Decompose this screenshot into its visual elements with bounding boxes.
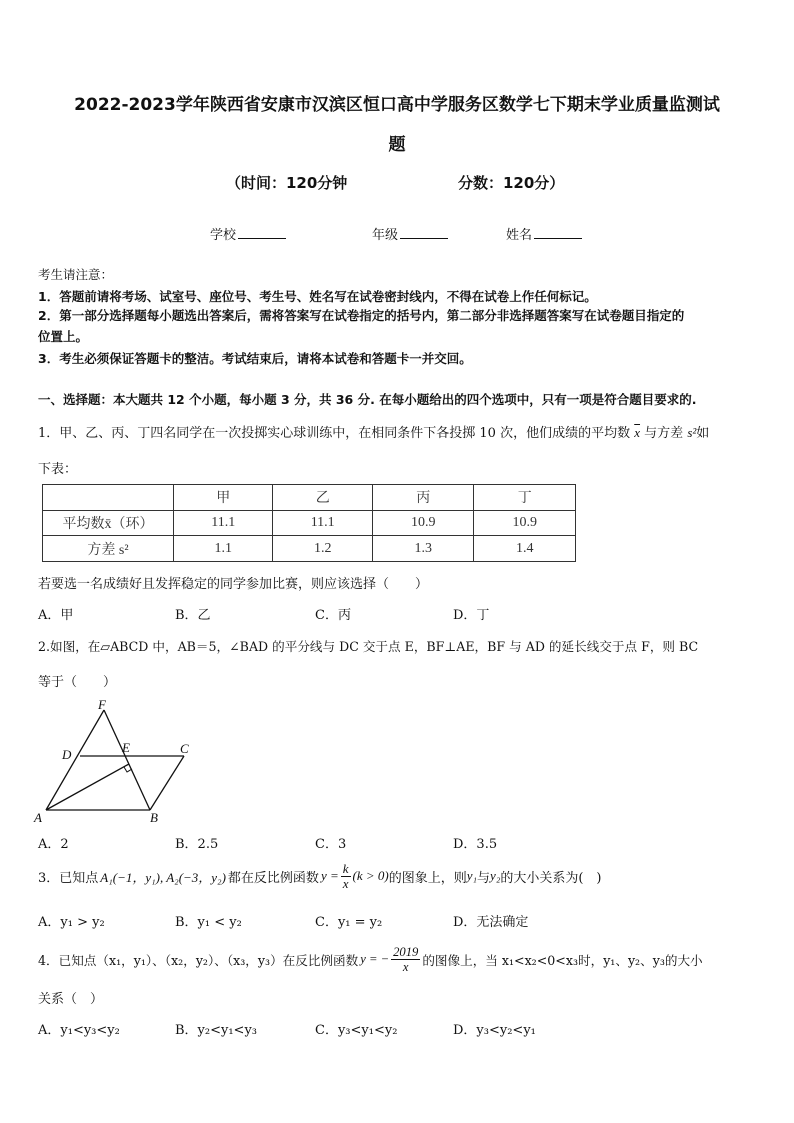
q1-question: 若要选一名成绩好且发挥稳定的同学参加比赛，则应该选择（ ） xyxy=(38,577,429,592)
q3-option-b[interactable]: B．y₁ < y₂ xyxy=(175,915,242,930)
q1-stem-line1 xyxy=(38,422,709,441)
q3-fraction xyxy=(341,862,351,891)
q3-points: A₁(−1，y₁), A₂(−3，y₂) xyxy=(100,869,226,885)
q3-option-a[interactable]: A．y₁ > y₂ xyxy=(38,915,105,930)
q4-stem-a: 4．已知点（x₁，y₁）、（x₂，y₂）、（x₃，y₃）在反比例函数 xyxy=(38,952,359,968)
q1-option-b[interactable]: B．乙 xyxy=(175,608,211,623)
table-row-label-mean: 平均数x̄（环） xyxy=(43,510,174,536)
q3-stem-c: 的图象上，则 xyxy=(388,870,467,886)
q4-option-b[interactable]: B．y₂<y₁<y₃ xyxy=(175,1023,258,1038)
exam-score: 分数：120分） xyxy=(458,174,565,192)
q4-option-d[interactable]: D．y₃<y₂<y₁ xyxy=(453,1023,536,1038)
q1-option-d[interactable]: D．丁 xyxy=(453,608,490,623)
label-c: C xyxy=(180,741,189,756)
table-cell: 1.4 xyxy=(474,536,576,562)
q3-y1: y₁ xyxy=(466,868,478,883)
q4-option-c[interactable]: C．y₃<y₁<y₂ xyxy=(315,1023,398,1038)
segment-af xyxy=(46,710,104,810)
q3-stem xyxy=(38,858,602,894)
section-1-heading: 一、选择题：本大题共 12 个小题，每小题 3 分，共 36 分. 在每小题给出的四个选项中，只有一项是符合题目要求的. xyxy=(38,392,697,407)
table-cell: 11.1 xyxy=(273,510,372,536)
label-b: B xyxy=(150,810,158,824)
q4-stem-line1 xyxy=(38,941,703,977)
table-cell: 1.1 xyxy=(174,536,273,562)
table-row xyxy=(43,536,576,562)
name-blank[interactable] xyxy=(534,226,582,239)
grade-field[interactable] xyxy=(372,224,448,243)
school-blank[interactable] xyxy=(238,226,286,239)
q1-s2: s² xyxy=(687,425,697,440)
table-header-bing: 丙 xyxy=(372,485,474,511)
q4-frac-den: x xyxy=(402,959,409,974)
table-cell xyxy=(43,485,174,511)
table-cell: 10.9 xyxy=(474,510,576,536)
notice-heading: 考生请注意： xyxy=(38,267,114,282)
notice-item-1: 1．答题前请将考场、试室号、座位号、考生号、姓名写在试卷密封线内，不得在试卷上作任何标记。 xyxy=(38,289,597,304)
q3-y2: y₂ xyxy=(490,868,501,883)
q3-option-c[interactable]: C．y₁ = y₂ xyxy=(315,915,383,930)
q2-option-c[interactable]: C．3 xyxy=(315,837,347,852)
q1-stem-b: 与方差 xyxy=(644,426,684,441)
q4-fraction xyxy=(391,945,420,974)
q4-option-a[interactable]: A．y₁<y₃<y₂ xyxy=(38,1023,120,1038)
name-field[interactable] xyxy=(506,224,582,243)
notice-item-3: 3．考生必须保证答题卡的整洁。考试结束后，请将本试卷和答题卡一并交回。 xyxy=(38,351,472,366)
q2-stem-line1: 2.如图，在▱ABCD 中，AB＝5，∠BAD 的平分线与 DC 交于点 E，BF⊥AE，BF 与 AD 的延长线交于点 F，则 BC xyxy=(38,639,699,654)
table-header-yi: 乙 xyxy=(273,485,372,511)
q4-stem-line2: 关系（ ） xyxy=(38,992,104,1007)
exam-time: （时间：120分钟 xyxy=(226,174,348,192)
q4-func-lhs: y = − xyxy=(360,951,390,966)
table-cell: 1.3 xyxy=(372,536,474,562)
table-cell: 10.9 xyxy=(372,510,474,536)
label-f: F xyxy=(98,698,106,712)
school-label: 学校 xyxy=(210,228,237,243)
exam-title-line2: 题 xyxy=(388,135,406,155)
q2-options xyxy=(38,833,598,851)
segment-bc xyxy=(150,756,184,810)
q4-frac-num: 2019 xyxy=(393,944,419,959)
q3-frac-den: x xyxy=(342,875,349,891)
q2-option-a[interactable]: A．2 xyxy=(38,837,69,852)
q1-stem-a: 1．甲、乙、丙、丁四名同学在一次投掷实心球训练中，在相同条件下各投掷 10 次，他们成绩的平均数 xyxy=(38,426,631,441)
q3-options xyxy=(38,911,598,929)
q3-func-lhs: y = xyxy=(320,868,339,883)
label-e: E xyxy=(122,740,130,755)
name-label: 姓名 xyxy=(506,228,533,243)
q3-mid: 与 xyxy=(477,870,491,886)
q2-stem-line2: 等于（ ） xyxy=(38,675,117,690)
q3-frac-num: k xyxy=(342,860,349,876)
table-row xyxy=(43,510,576,536)
q3-stem-b: 都在反比例函数 xyxy=(227,870,319,886)
segment-ae xyxy=(46,764,129,810)
q3-stem-a: 3．已知点 xyxy=(38,870,99,886)
table-cell: 11.1 xyxy=(174,510,273,536)
table-row-label-variance: 方差 s² xyxy=(43,536,174,562)
table-header-jia: 甲 xyxy=(174,485,273,511)
notice-item-2b: 位置上。 xyxy=(38,329,89,344)
notice-item-2a: 2．第一部分选择题每小题选出答案后，需将答案写在试卷指定的括号内，第二部分非选择题答案写在试卷题目指定的 xyxy=(38,308,685,323)
q1-stats-table xyxy=(42,484,576,562)
q3-condition: (k > 0) xyxy=(352,868,389,883)
exam-title-line1: 2022-2023学年陕西省安康市汉滨区恒口高中学服务区数学七下期末学业质量监测试 xyxy=(74,95,720,115)
school-field[interactable] xyxy=(210,224,286,243)
q4-stem-b: 的图像上，当 x₁<x₂<0<x₃时，y₁、y₂、y₃的大小 xyxy=(422,952,703,968)
q4-options xyxy=(38,1019,598,1037)
table-cell: 1.2 xyxy=(273,536,372,562)
q3-option-d[interactable]: D．无法确定 xyxy=(453,915,529,930)
label-a: A xyxy=(34,810,42,824)
q2-parallelogram-figure xyxy=(30,698,200,824)
grade-label: 年级 xyxy=(372,228,399,243)
q1-stem-line2: 下表： xyxy=(38,462,78,477)
table-header-row xyxy=(43,485,576,511)
segment-fb xyxy=(104,710,150,810)
q1-option-c[interactable]: C．丙 xyxy=(315,608,351,623)
q2-option-d[interactable]: D．3.5 xyxy=(453,837,498,852)
q3-stem-d: 的大小关系为( ) xyxy=(500,870,602,886)
q2-option-b[interactable]: B．2.5 xyxy=(175,837,219,852)
q1-option-a[interactable]: A．甲 xyxy=(38,608,74,623)
grade-blank[interactable] xyxy=(400,226,448,239)
q1-options xyxy=(38,604,598,622)
table-header-ding: 丁 xyxy=(474,485,576,511)
q1-xbar: $\overline{x}$ xyxy=(634,425,641,440)
q1-stem-c: 如 xyxy=(696,426,710,441)
label-d: D xyxy=(62,747,72,762)
